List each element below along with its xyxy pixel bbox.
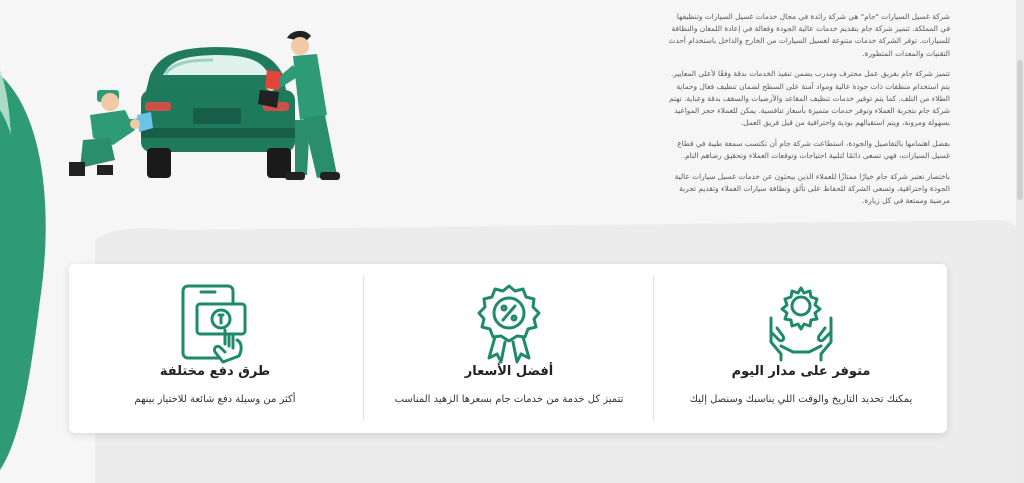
- about-paragraph: شركة غسيل السيارات "جام" هي شركة رائدة في مجال خدمات غسيل السيارات وتنظيفها في المملكة. تتميز شركة جام بتقديم خدمات عالية الجودة وفعالة في إعادة اللمعان والنظافة للسيارات. توفر الشركة خدمات متنوعة لغسيل السيارات من الخارج والداخل باستخدام أحدث التقنيات والمعدات المتطورة.: [668, 12, 950, 58]
- about-paragraph: بفضل اهتمامها بالتفاصيل والجودة، استطاعت شركة جام أن تكتسب سمعة طيبة في قطاع غسيل السيارات، فهي تسعى دائمًا لتلبية احتياجات وتوقعات العملاء وتحقيق رضاهم التام.: [677, 138, 950, 161]
- about-paragraph: تتميز شركة جام بفريق عمل محترف ومدرب يضمن تنفيذ الخدمات بدقة وفقًا لأعلى المعايير. يتم استخدام منظفات ذات جودة عالية ومواد آمنة على السطح لضمان تنظيف فعال وحماية الطلاء من التلف. كما يتم توفير خدمات تنظيف المقاعد والأرضيات والسقف بدقة وعناية. تهتم شركة جام بتجربة العملاء وتوفر خدمات متميزة بأسعار تنافسية. يمكن للعملاء حجز المواعيد بسهولة ومرونة، ويتم استقبالهم بودية واحترافية من قبل فريق العمل.: [669, 69, 950, 128]
- about-paragraph: باختصار تعتبر شركة جام خيارًا ممتازًا للعملاء الذين يبحثون عن خدمات غسيل سيارات عالية الجودة واحترافية، وتسعى الشركة للحفاظ على تألق ونظافة سيارات العملاء وتقديم تجربة مرضية وممتعة في كل زيارة.: [674, 171, 950, 206]
- feature-description: يمكنك تحديد التاريخ والوقت اللي يناسبك وسنصل إليك: [689, 394, 913, 405]
- crouching-worker-illustration: [69, 90, 153, 176]
- feature-title: متوفر على مدار اليوم: [731, 364, 871, 379]
- features-card: [69, 264, 947, 433]
- car-wash-illustration: [55, 20, 375, 190]
- payment-hand-icon: [179, 282, 251, 364]
- feature-divider: [653, 276, 654, 421]
- scrollbar-thumb[interactable]: [1017, 60, 1023, 200]
- feature-title: أفضل الأسعار: [464, 364, 554, 379]
- car-illustration: [141, 47, 295, 178]
- feature-all-day: [655, 264, 947, 433]
- about-company-text: [668, 11, 950, 216]
- feature-description: تتميز كل خدمة من خدمات جام بسعرها الزهيد المناسب: [394, 394, 624, 405]
- discount-badge-icon: [473, 282, 545, 364]
- gear-hands-icon: [765, 282, 837, 364]
- feature-best-prices: [363, 264, 655, 433]
- feature-description: أكثر من وسيلة دفع شائعة للاختيار بينهم: [134, 394, 296, 405]
- scrollbar[interactable]: [1016, 0, 1024, 483]
- feature-title: طرق دفع مختلفة: [159, 364, 271, 379]
- feature-payment-methods: [69, 264, 361, 433]
